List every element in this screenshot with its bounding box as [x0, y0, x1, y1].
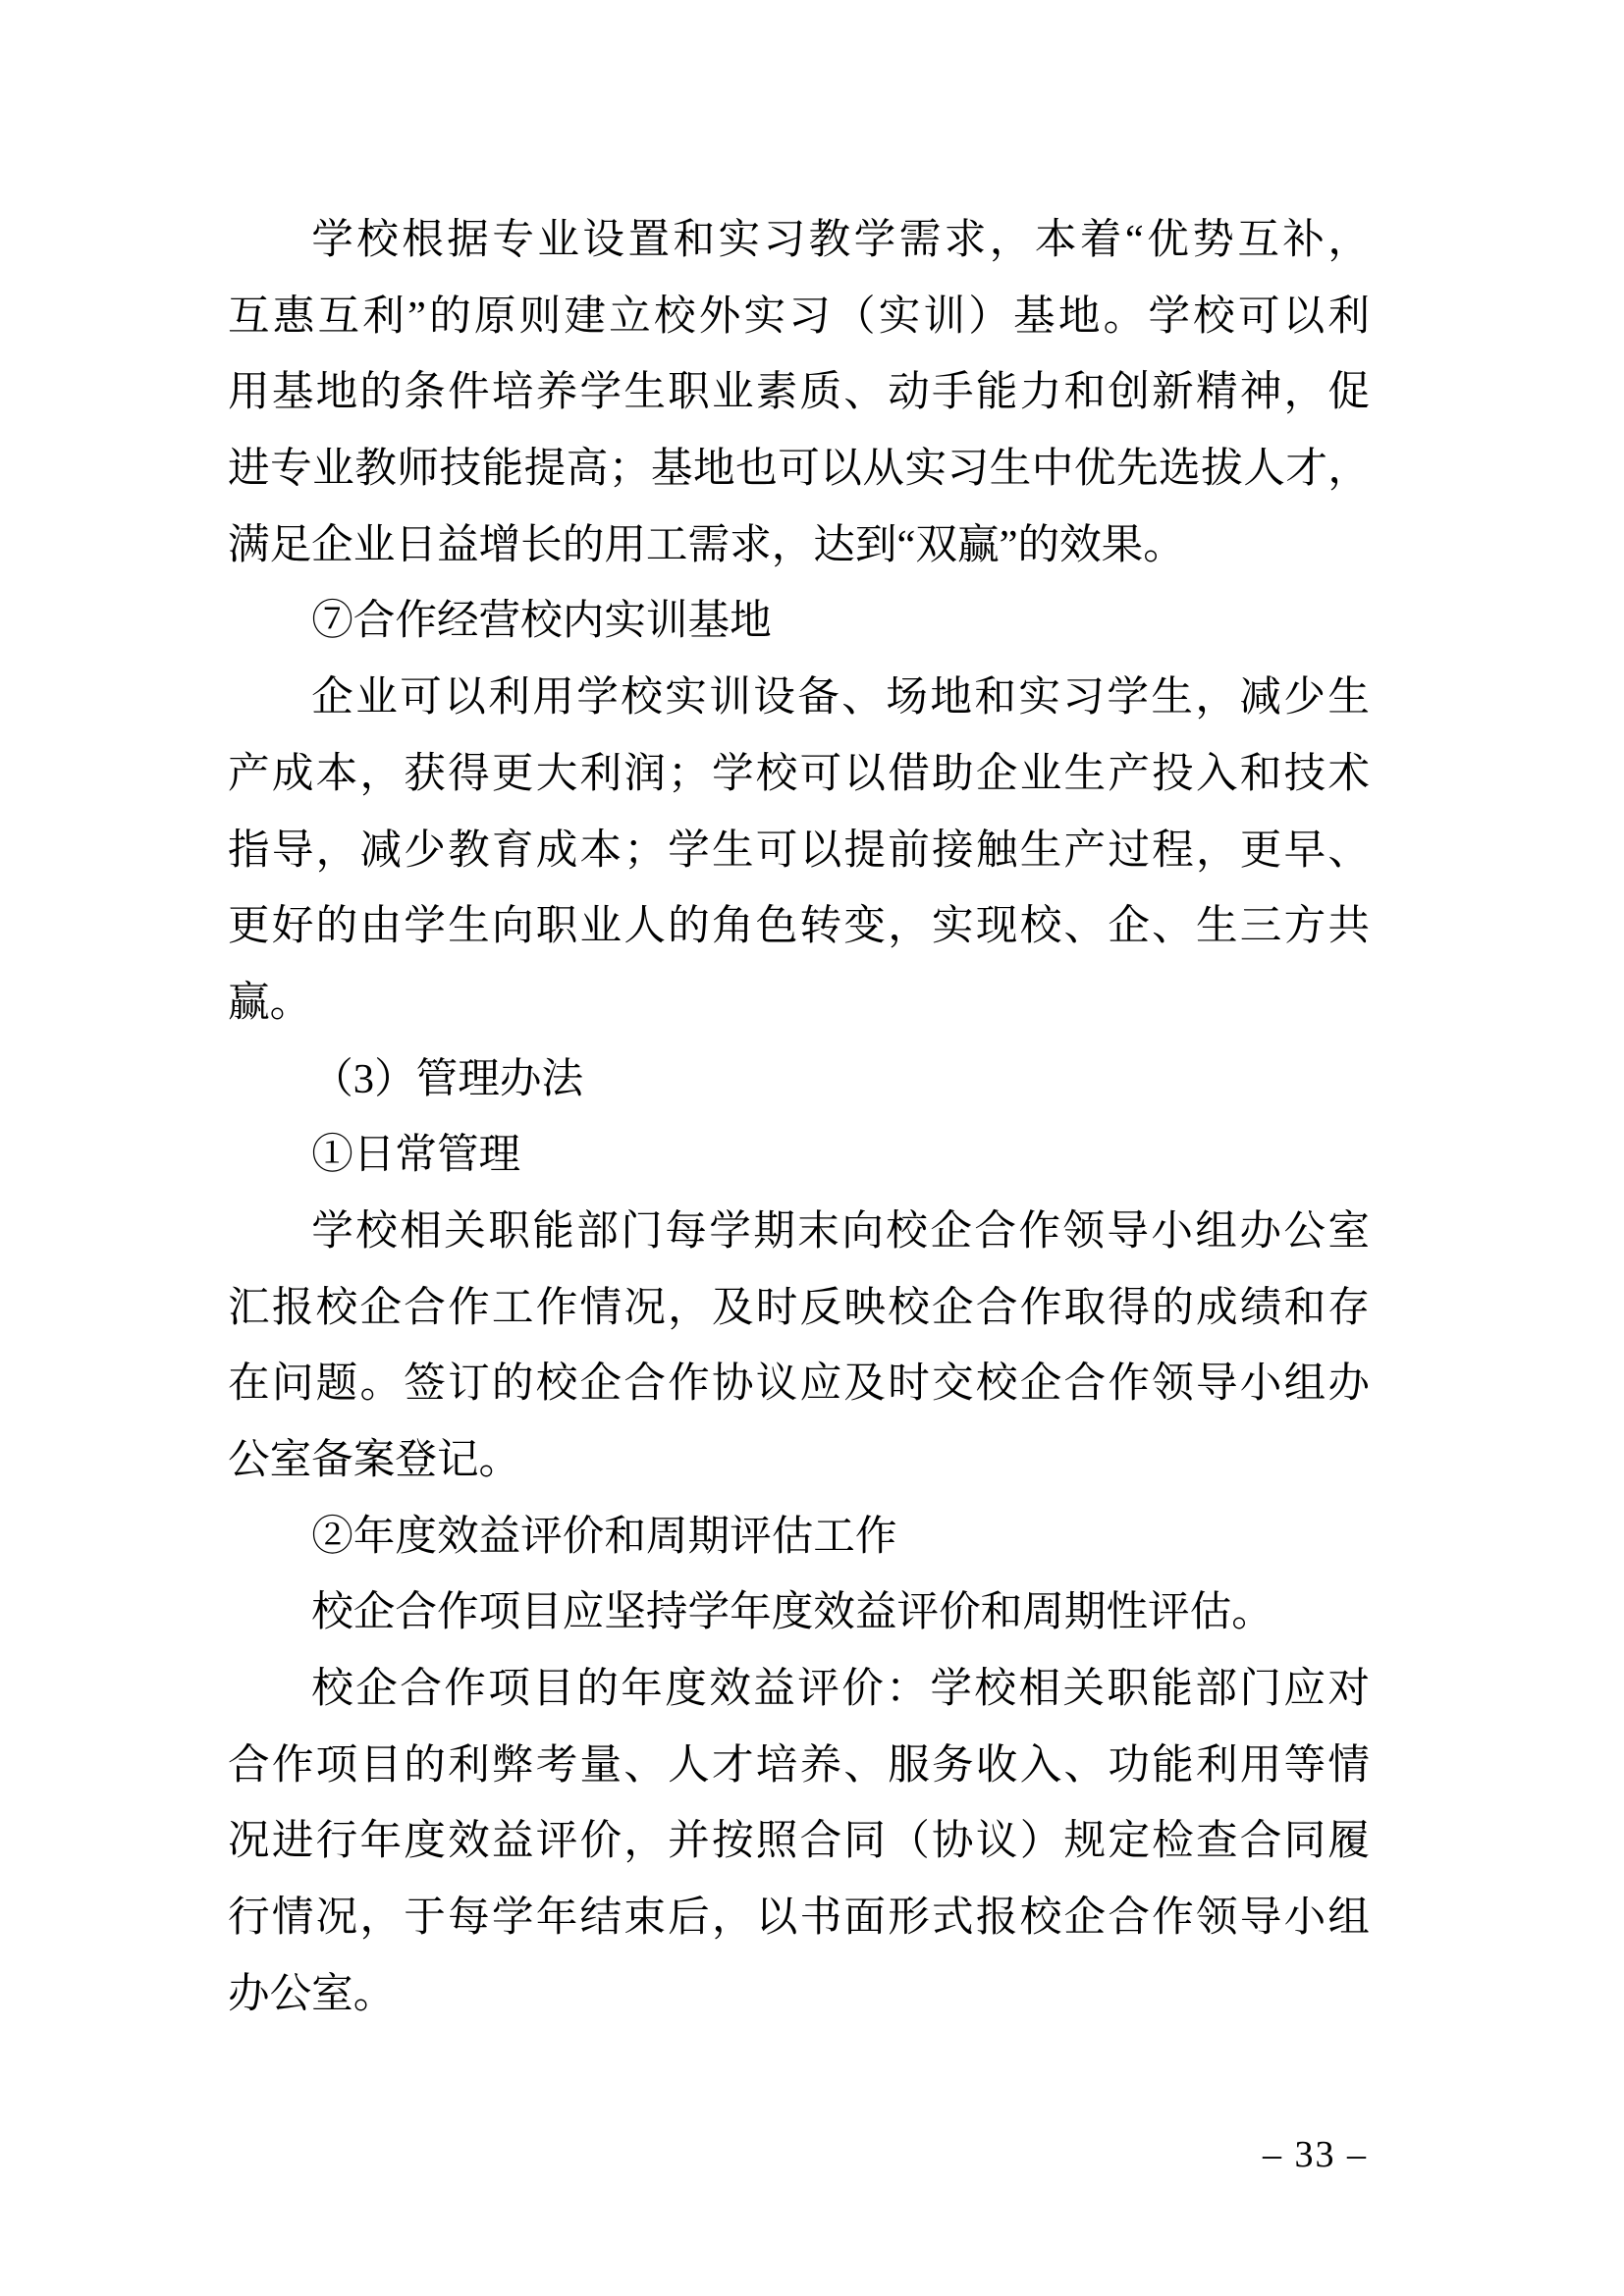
- text-line: 汇报校企合作工作情况，及时反映校企合作取得的成绩和存: [228, 1284, 1370, 1331]
- text-line: 合作项目的利弊考量、人才培养、服务收入、功能利用等情: [228, 1741, 1370, 1789]
- text-line: 况进行年度效益评价，并按照合同（协议）规定检查合同履: [228, 1818, 1370, 1865]
- heading-line: （3）管理办法: [311, 1055, 584, 1102]
- text-line: 互惠互利”的原则建立校外实习（实训）基地。学校可以利: [228, 293, 1370, 340]
- text-line: 用基地的条件培养学生职业素质、动手能力和创新精神，促: [228, 369, 1370, 416]
- text-line: 学校根据专业设置和实习教学需求，本着“优势互补，: [311, 217, 1370, 263]
- heading-line: ⑦合作经营校内实训基地: [311, 598, 772, 645]
- document-body: [228, 202, 1370, 2033]
- text-line: 公室备案登记。: [228, 1437, 521, 1483]
- text-line: 企业可以利用学校实训设备、场地和实习学生，减少生: [311, 674, 1370, 721]
- heading-line: ①日常管理: [311, 1132, 521, 1179]
- text-line: 学校相关职能部门每学期末向校企合作领导小组办公室: [311, 1207, 1370, 1255]
- text-line: 行情况，于每学年结束后，以书面形式报校企合作领导小组: [228, 1895, 1370, 1942]
- heading-line: ②年度效益评价和周期评估工作: [311, 1513, 897, 1560]
- text-line: 在问题。签订的校企合作协议应及时交校企合作领导小组办: [228, 1361, 1370, 1408]
- text-line: 校企合作项目的年度效益评价：学校相关职能部门应对: [311, 1666, 1370, 1713]
- text-line: 校企合作项目应坚持学年度效益评价和周期性评估。: [311, 1589, 1273, 1636]
- text-line: 办公室。: [228, 1970, 396, 2017]
- text-line: 进专业教师技能提高；基地也可以从实习生中优先选拔人才，: [228, 446, 1370, 493]
- text-line: 满足企业日益增长的用工需求，达到“双赢”的效果。: [228, 521, 1185, 568]
- text-line: 指导，减少教育成本；学生可以提前接触生产过程，更早、: [228, 827, 1370, 874]
- page-number: – 33 –: [1263, 2134, 1368, 2175]
- text-line: 赢。: [228, 979, 312, 1026]
- text-line: 产成本，获得更大利润；学校可以借助企业生产投入和技术: [228, 750, 1370, 797]
- text-line: 更好的由学生向职业人的角色转变，实现校、企、生三方共: [228, 903, 1370, 950]
